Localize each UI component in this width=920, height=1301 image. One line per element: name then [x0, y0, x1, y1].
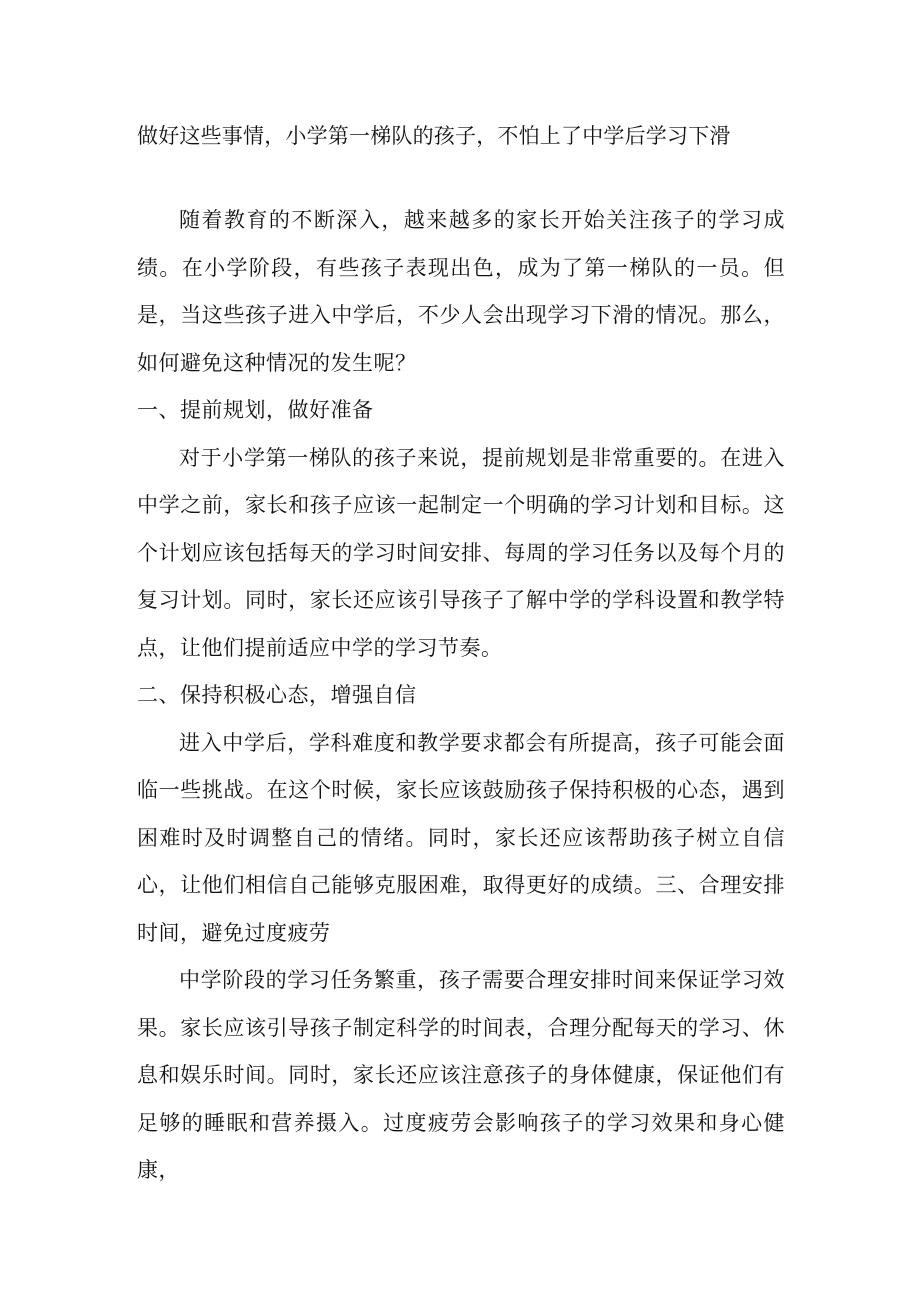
section-3-paragraph: 中学阶段的学习任务繁重，孩子需要合理安排时间来保证学习效果。家长应该引导孩子制定科学的时间表，合理分配每天的学习、休息和娱乐时间。同时，家长还应该注意孩子的身体健康，保证他们有足够的睡眠和营养摄入。过度疲劳会影响孩子的学习效果和身心健康，	[137, 968, 785, 1182]
intro-paragraph: 随着教育的不断深入，越来越多的家长开始关注孩子的学习成绩。在小学阶段，有些孩子表现出色，成为了第一梯队的一员。但是，当这些孩子进入中学后，不少人会出现学习下滑的情况。那么，如何避免这种情况的发生呢？	[137, 208, 785, 375]
document-title: 做好这些事情，小学第一梯队的孩子，不怕上了中学后学习下滑	[137, 124, 731, 148]
section-2-paragraph: 进入中学后，学科难度和教学要求都会有所提高，孩子可能会面临一些挑战。在这个时候，家长应该鼓励孩子保持积极的心态，遇到困难时及时调整自己的情绪。同时，家长还应该帮助孩子树立自信心，让他们相信自己能够克服困难，取得更好的成绩。三、合理安排时间，避免过度疲劳	[137, 730, 785, 945]
section-1-paragraph: 对于小学第一梯队的孩子来说，提前规划是非常重要的。在进入中学之前，家长和孩子应该一起制定一个明确的学习计划和目标。这个计划应该包括每天的学习时间安排、每周的学习任务以及每个月的复习计划。同时，家长还应该引导孩子了解中学的学科设置和教学特点，让他们提前适应中学的学习节奏。	[137, 445, 785, 660]
document-body	[137, 197, 785, 1195]
section-heading-1: 一、提前规划，做好准备	[137, 398, 374, 422]
section-heading-2: 二、保持积极心态，增强自信	[137, 683, 417, 707]
